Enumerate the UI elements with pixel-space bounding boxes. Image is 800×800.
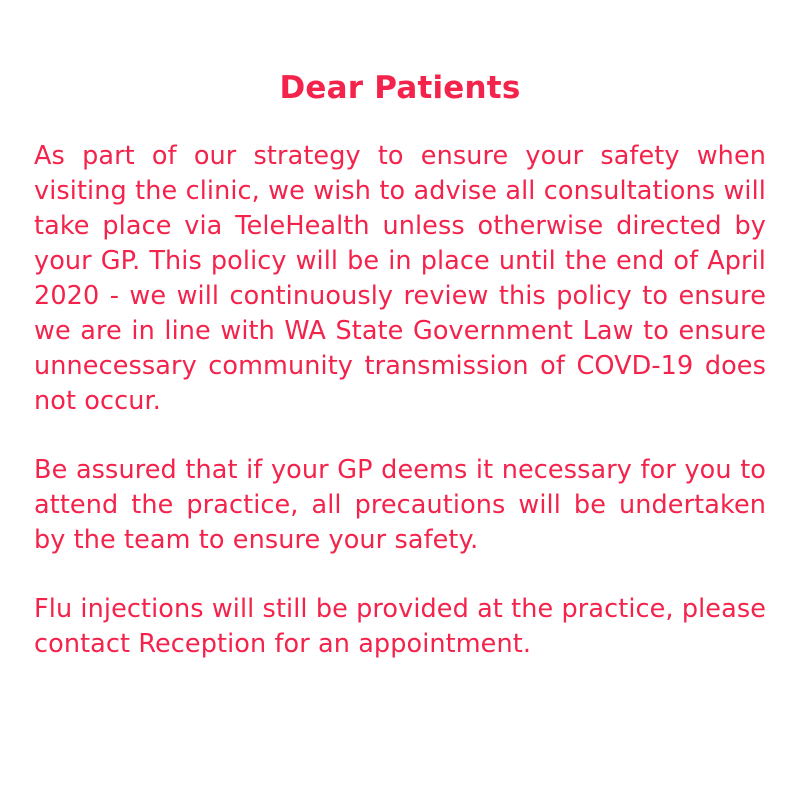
notice-paragraph-2: Be assured that if your GP deems it necessary for you to attend the practice, all precautions will be undertaken by the team to ensure your safety. [34,455,766,556]
notice-paragraph-1: As part of our strategy to ensure your safety when visiting the clinic, we wish to advise all consultations will take place via TeleHealth unless otherwise directed by your GP. This policy will be in place until the end of April 2020 - we will continuously review this policy to ensure we are in line with WA State Government Law to ensure unnecessary community transmission of COVD-19 does not occur. [34,141,766,417]
page-title: Dear Patients [279,70,521,106]
notice-paragraph-3: Flu injections will still be provided at the practice, please contact Reception for an appointment. [34,594,766,660]
